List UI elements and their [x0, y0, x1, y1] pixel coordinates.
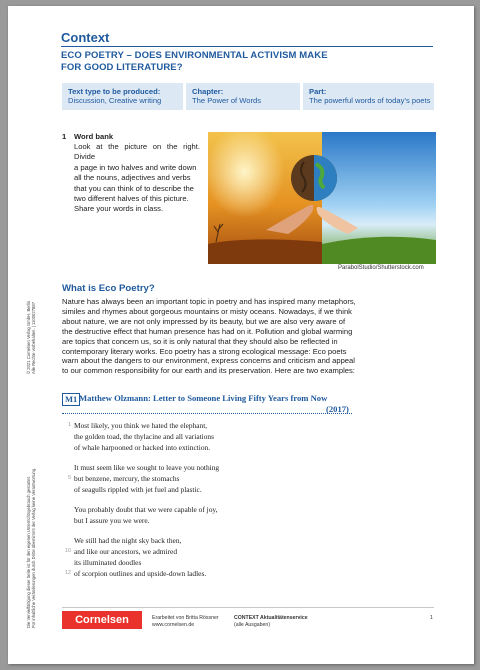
paragraph-line: Nature has always been an important topic in poetry and has inspired many metaphors,	[62, 297, 356, 306]
poem-line	[62, 515, 150, 526]
cornelsen-logo: Cornelsen	[62, 611, 142, 629]
copyright-sidebar	[26, 301, 37, 374]
edition-line: (alle Ausgaben)	[234, 621, 271, 628]
paragraph-line: about nature, we are not only impressed by its beauty, but we are also very aware of	[62, 316, 346, 326]
info-value: The Power of Words	[192, 96, 262, 105]
task-line: Look at the picture on the right. Divide	[74, 142, 200, 162]
brand-rule	[61, 46, 433, 47]
usage-line: Für inhaltliche Veränderungen durch Dritte übernimmt der Verlag keine Verantwortung.	[31, 467, 37, 628]
poem-text: and like our ancestors, we admired	[74, 547, 178, 556]
earth-hands-illustration	[208, 132, 436, 264]
task-line: two different halves of this picture.	[74, 194, 189, 204]
usage-note-sidebar	[26, 468, 37, 628]
page-title	[61, 50, 421, 74]
poem-line	[62, 504, 217, 515]
poem-line	[62, 557, 141, 568]
poem-text: but benzene, mercury, the stomachs	[74, 474, 180, 483]
poem-text: You probably doubt that we were capable of joy,	[74, 505, 218, 514]
info-text-type	[62, 83, 183, 110]
material-title: Matthew Olzmann: Letter to Someone Living Fifty Years from Now	[79, 393, 328, 403]
info-part	[303, 83, 434, 110]
poem-text: its illuminated doodles	[74, 558, 142, 567]
brand-title: Context	[61, 30, 110, 45]
copyright-line: Alle Rechte vorbehalten. | 1100027887	[31, 301, 37, 374]
poem-text: of seagulls rippled with jet fuel and plastic.	[74, 485, 202, 494]
cracked-ground	[208, 239, 322, 264]
poem-line	[62, 535, 181, 546]
poem-line	[62, 546, 177, 557]
task-title: Word bank	[74, 132, 114, 141]
paragraph-line: contemporary literary works. Eco poetry has a strong ecological message: Eco poets	[62, 346, 347, 356]
poem-text: the golden toad, the thylacine and all variations	[74, 432, 214, 441]
poem-line	[62, 431, 214, 442]
poem-line	[62, 420, 207, 431]
section-heading: What is Eco Poetry?	[62, 283, 155, 294]
info-label: Part:	[309, 87, 327, 96]
task-instructions	[74, 142, 200, 215]
info-chapter	[186, 83, 300, 110]
poem-text: of whale harpooned or hacked into extinction.	[74, 443, 211, 452]
poem-divider	[62, 413, 352, 414]
paragraph-line: are topics that concern us, so it is only natural that they should also be reflected in	[62, 336, 338, 346]
poem-text: but I assure you we were.	[74, 516, 150, 525]
line-number: 10	[65, 548, 71, 554]
photo-credit: ParabolStudio/Shutterstock.com	[338, 265, 424, 271]
task-line: that you can think of to describe the	[74, 183, 194, 193]
paragraph-line: similes and rhymes about gorgeous mountains or misty oceans. Nowadays, if we think	[62, 306, 352, 316]
task-line: Share your words in class.	[74, 204, 164, 214]
poem-text: We still had the night sky back then,	[74, 536, 182, 545]
earth-hands-photo	[208, 132, 436, 264]
poem-text: Most likely, you think we hated the elephant,	[74, 421, 208, 430]
website-link[interactable]: www.cornelsen.de	[152, 621, 195, 628]
material-label: M1	[62, 393, 80, 406]
page-number: 1	[430, 615, 433, 621]
paragraph-line: warn about the dangers to our environment, express concerns and criticism and appeal	[62, 356, 355, 366]
green-meadow	[322, 237, 436, 264]
footer-product	[234, 615, 308, 629]
info-value: The powerful words of today’s poets	[309, 96, 431, 105]
info-label: Chapter:	[192, 87, 224, 96]
product-line: CONTEXT Aktualitätenservice	[234, 615, 308, 621]
poem-line	[62, 484, 202, 495]
usage-line: Die Vervielfältigung dieser Seite ist für den eigenen Unterrichtsgebrauch gestattet.	[26, 475, 31, 628]
page-title-line-2: FOR GOOD LITERATURE?	[61, 62, 183, 73]
poem-text: of scorpion outlines and upside-down ladles.	[74, 569, 207, 578]
line-number: 1	[68, 422, 71, 428]
line-number: 5	[68, 475, 71, 481]
task-line: a page in two halves and write down	[74, 162, 197, 172]
task-number: 1	[62, 132, 67, 141]
author-line: Erarbeitet von Britta Rössner	[152, 615, 219, 621]
copyright-line: © 2021 Cornelsen Verlag GmbH, Berlin	[26, 300, 31, 374]
paragraph-line: the destructive effect that human presence has had on it. Pollution and global warming	[62, 326, 353, 336]
poem-line	[62, 473, 179, 484]
worksheet-page	[8, 6, 474, 664]
footer-rule	[62, 607, 434, 608]
poem-text: It must seem like we sought to leave you nothing	[74, 463, 220, 472]
material-year: (2017)	[326, 404, 349, 414]
info-value: Discussion, Creative writing	[68, 96, 162, 105]
section-paragraph	[62, 297, 434, 376]
poem-line	[62, 462, 219, 473]
line-number: 12	[65, 570, 71, 576]
task-line: all the nouns, adjectives and verbs	[74, 173, 191, 183]
footer-author	[152, 615, 219, 629]
poem-line	[62, 442, 210, 453]
paragraph-line: to our common responsibility for our earth and its preservation. Here are two examples:	[62, 366, 355, 376]
info-label: Text type to be produced:	[68, 87, 161, 96]
poem-line	[62, 568, 206, 579]
page-title-line-1: ECO POETRY – DOES ENVIRONMENTAL ACTIVISM MAKE	[61, 50, 328, 61]
